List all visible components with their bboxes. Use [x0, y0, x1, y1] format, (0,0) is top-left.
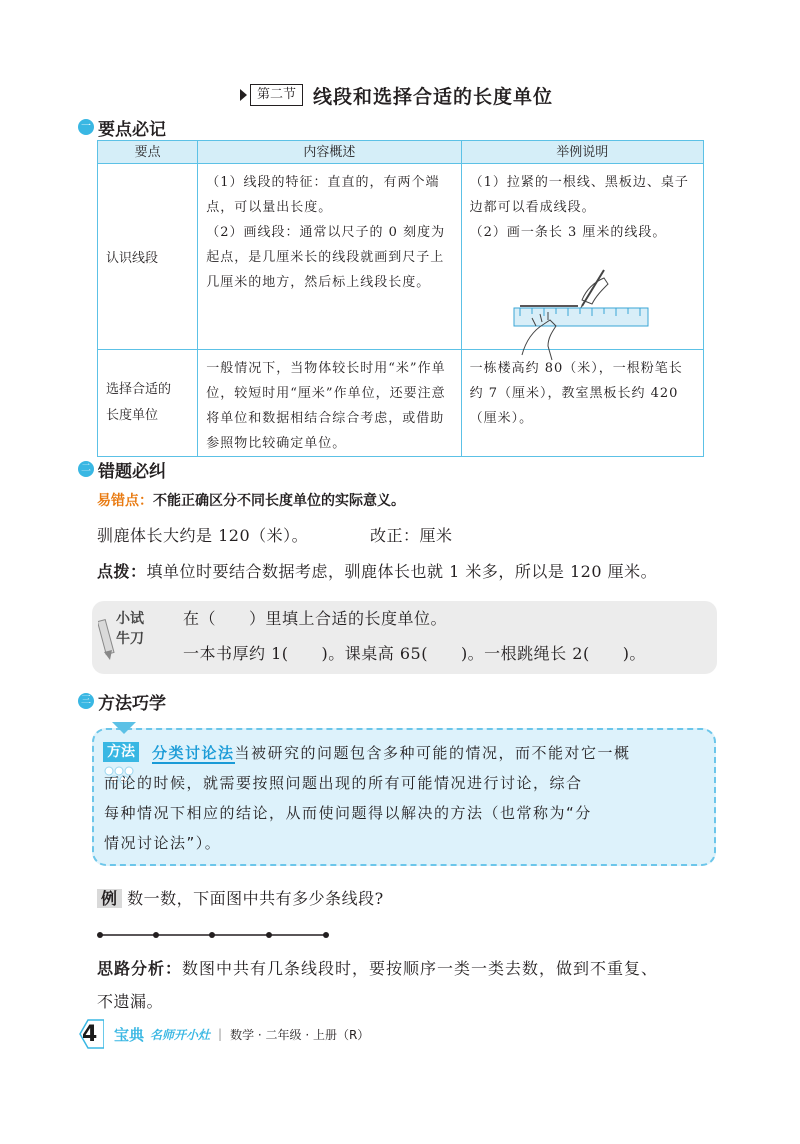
table-header-example: 举例说明	[461, 141, 703, 164]
table-header-point: 要点	[98, 141, 198, 164]
footer-brand-2: 名师开小灶	[150, 1027, 211, 1042]
practice-badge-top: 小试	[116, 611, 144, 627]
section-label: 要点必记	[98, 119, 166, 140]
error-hint-label: 点拨：	[97, 562, 147, 581]
example-tag: 例	[97, 889, 122, 908]
method-text-2: 而论的时候，就需要按照问题出现的所有可能情况进行讨论，综合	[104, 774, 583, 792]
row2-label-line2: 长度单位	[106, 408, 159, 423]
analysis-label: 思路分析：	[97, 959, 183, 978]
footer-brand: 宝典	[114, 1025, 145, 1044]
section-number-badge: 一	[78, 119, 94, 135]
method-text-3: 每种情况下相应的结论，从而使问题得以解决的方法（也常称为“分	[104, 804, 592, 822]
section-label: 方法巧学	[98, 693, 166, 714]
error-example	[97, 524, 308, 548]
segment-point	[97, 932, 103, 938]
ruler-drawing-icon	[512, 260, 672, 380]
error-point-desc: 不能正确区分不同长度单位的实际意义。	[153, 493, 405, 509]
practice-badge-bottom: 牛刀	[116, 631, 144, 647]
analysis-text-1: 数图中共有几条线段时，要按顺序一类一类去数，做到不重复、	[182, 959, 659, 978]
practice-items: 一本书厚约 1( )。课桌高 65( )。一根跳绳长 2( )。	[183, 644, 646, 663]
segment-point	[209, 932, 215, 938]
row2-label	[98, 350, 198, 457]
method-text	[104, 738, 631, 858]
row2-example-text: 一栋楼高约 80（米），一根粉笔长约 7（厘米），教室黑板长约 420（厘米）。	[469, 361, 683, 426]
title-text: 线段和选择合适的长度单位	[313, 85, 554, 108]
segment-point	[266, 932, 272, 938]
method-tag: 方法	[103, 742, 139, 762]
row1-example-2: （2）画一条长 3 厘米的线段。	[469, 225, 667, 240]
row1-content-2: （2）画线段：通常以尺子的 0 刻度为起点，是几厘米长的线段就画到尺子上几厘米的地方，然后标上线段长度。	[206, 225, 446, 290]
footer-divider: |	[218, 1027, 223, 1041]
row1-label: 认识线段	[98, 164, 198, 350]
section-number-badge: 三	[78, 693, 94, 709]
row1-content-1: （1）线段的特征：直直的，有两个端点，可以量出长度。	[206, 175, 440, 215]
practice-question: 在（ ）里填上合适的长度单位。	[183, 609, 448, 628]
example	[97, 887, 384, 911]
error-example-text: 驯鹿体长大约是 120（米）。	[97, 526, 309, 545]
analysis-text-2: 不遗漏。	[97, 992, 164, 1011]
title-tag: 第二节	[250, 84, 303, 106]
page-number: 4	[82, 1021, 98, 1047]
key-points-table	[97, 140, 704, 457]
row2-content-text: 一般情况下，当物体较长时用“米”作单位，较短时用“厘米”作单位，还要注意将单位和数据相结合综合考虑，或借助参照物比较确定单位。	[206, 361, 446, 451]
error-hint	[97, 560, 657, 584]
row1-example-1: （1）拉紧的一根线、黑板边、桌子边都可以看成线段。	[469, 175, 689, 215]
footer	[74, 1018, 369, 1050]
table-header-content: 内容概述	[198, 141, 461, 164]
example-text: 数一数，下面图中共有多少条线段?	[127, 889, 384, 908]
segment-point	[323, 932, 329, 938]
analysis-line-1	[97, 957, 658, 981]
section-header-3	[78, 688, 166, 714]
practice-badge	[98, 608, 154, 664]
section-label: 错题必纠	[98, 461, 166, 482]
segment-point	[153, 932, 159, 938]
title-arrow-icon	[240, 89, 247, 101]
segment-diagram	[94, 928, 334, 942]
row2-label-line1: 选择合适的	[106, 382, 172, 397]
method-text-4: 情况讨论法”）。	[104, 834, 222, 852]
error-hint-text: 填单位时要结合数据考虑，驯鹿体长也就 1 米多，所以是 120 厘米。	[146, 562, 658, 581]
error-fix: 改正：厘米	[370, 526, 453, 545]
section-header-2	[78, 456, 166, 482]
method-key: 分类讨论法	[152, 744, 235, 762]
error-point	[97, 490, 405, 510]
error-point-label: 易错点：	[97, 493, 153, 509]
footer-book: 数学 · 二年级 · 上册（R）	[230, 1027, 370, 1042]
section-number-badge: 二	[78, 461, 94, 477]
row2-content	[198, 350, 461, 457]
row1-example	[461, 164, 703, 350]
section-title	[240, 82, 553, 108]
method-pointer-icon	[112, 722, 136, 734]
section-header-1	[78, 114, 166, 140]
row1-content	[198, 164, 461, 350]
method-text-1: 当被研究的问题包含多种可能的情况，而不能对它一概	[234, 744, 631, 762]
